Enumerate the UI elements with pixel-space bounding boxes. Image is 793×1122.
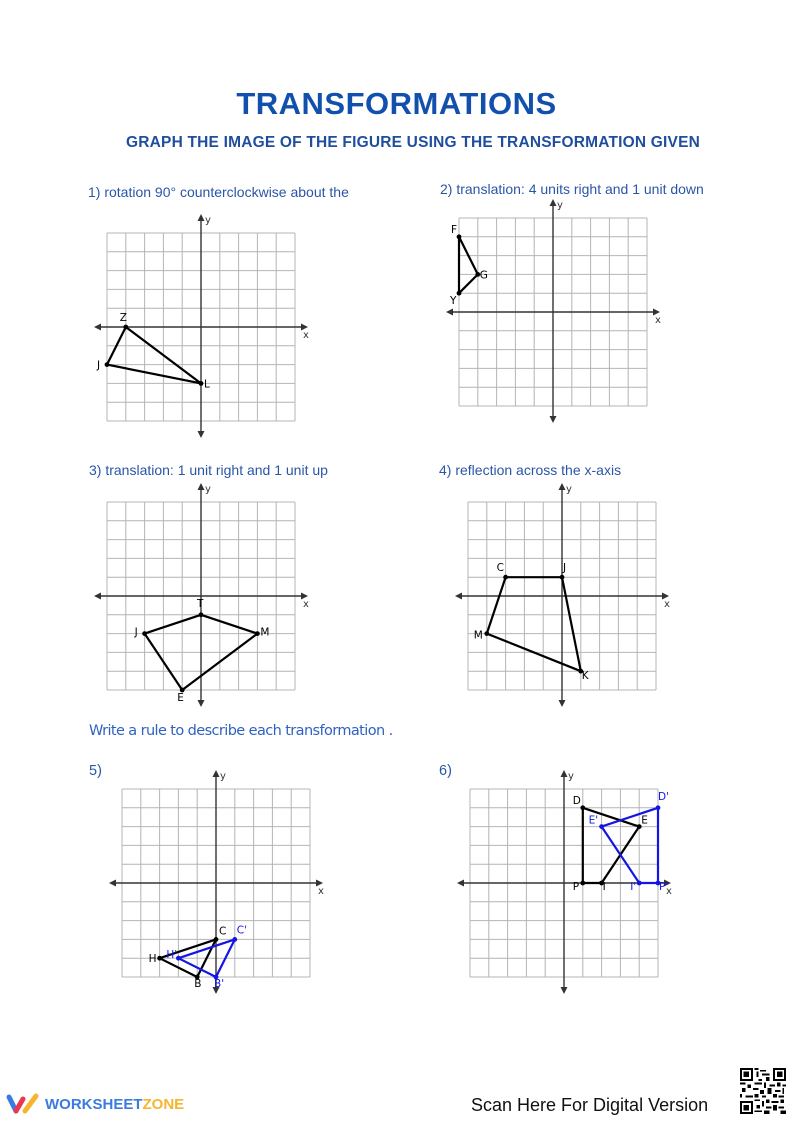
problem-3-prompt: 3) translation: 1 unit right and 1 unit up (89, 462, 328, 478)
x-axis-left-arrow-icon (94, 593, 101, 600)
vertex-point (484, 631, 489, 636)
x-axis-left-arrow-icon (94, 324, 101, 331)
worksheetzone-logo[interactable] (6, 1093, 184, 1115)
vertex-label: P' (659, 881, 669, 893)
vertex-point (599, 824, 604, 829)
coordinate-grid-1 (85, 211, 317, 443)
y-axis-down-arrow-icon (198, 431, 205, 438)
vertex-point (580, 805, 585, 810)
page-title: TRANSFORMATIONS (236, 86, 557, 121)
vertex-label: C' (236, 924, 248, 937)
vertex-label: J (134, 626, 138, 639)
vertex-point (457, 291, 462, 296)
vertex-point (199, 612, 204, 617)
vertex-label: F (451, 223, 458, 236)
vertex-label: K (581, 670, 589, 683)
page-subtitle: GRAPH THE IMAGE OF THE FIGURE USING THE TRANSFORMATION GIVEN (125, 134, 701, 151)
x-axis-label: x (666, 886, 672, 897)
vertex-label: H' (166, 949, 178, 962)
y-axis-label: y (568, 771, 574, 782)
problem-6-prompt: 6) (439, 763, 452, 779)
y-axis-label: y (220, 771, 226, 782)
vertex-label: B' (214, 978, 225, 990)
y-axis-label: y (205, 215, 211, 226)
vertex-label: E' (588, 814, 599, 827)
x-axis-label: x (664, 599, 670, 610)
problem-2-prompt: 2) translation: 4 units right and 1 unit down (440, 181, 704, 197)
original-figure (96, 312, 210, 390)
vertex-label: J (563, 562, 567, 575)
y-axis-up-arrow-icon (198, 214, 205, 221)
y-axis-label: y (205, 484, 211, 495)
y-axis-down-arrow-icon (550, 416, 557, 423)
x-axis-label: x (303, 330, 309, 341)
vertex-label: P (572, 881, 580, 893)
x-axis-left-arrow-icon (457, 880, 464, 887)
worksheetzone-logo-icon (6, 1093, 40, 1115)
vertex-label: Z (119, 312, 128, 324)
y-axis-up-arrow-icon (550, 199, 557, 206)
vertex-label: E (177, 692, 184, 704)
y-axis-label: y (566, 484, 572, 495)
x-axis-label: x (303, 599, 309, 610)
problem-1-prompt: 1) rotation 90° counterclockwise about the (88, 184, 349, 200)
vertex-label: H (148, 953, 157, 966)
logo-word-worksheet: WORKSHEET (45, 1095, 143, 1113)
x-axis-left-arrow-icon (446, 309, 453, 316)
problem-5-prompt: 5) (89, 763, 102, 779)
vertex-label: M (473, 629, 483, 642)
vertex-point (157, 956, 162, 961)
vertex-point (560, 575, 565, 580)
coordinate-grid-2 (437, 196, 669, 428)
scan-instruction: Scan Here For Digital Version (471, 1095, 709, 1115)
y-axis-down-arrow-icon (559, 700, 566, 707)
x-axis-left-arrow-icon (109, 880, 116, 887)
logo-word-zone: ZONE (142, 1095, 185, 1113)
vertex-label: I' (630, 881, 637, 893)
vertex-point (214, 937, 219, 942)
vertex-label: T (197, 597, 204, 610)
vertex-label: C (496, 562, 504, 575)
vertex-point (457, 234, 462, 239)
vertex-label: I (602, 881, 606, 893)
coordinate-grid-3 (85, 480, 317, 712)
vertex-label: M (260, 626, 270, 639)
vertex-label: E (641, 814, 648, 827)
vertex-label: B (194, 978, 202, 990)
y-axis-up-arrow-icon (561, 770, 568, 777)
x-axis-label: x (318, 886, 324, 897)
vertex-point (656, 805, 661, 810)
vertex-label: L (204, 378, 210, 391)
vertex-label: D' (658, 790, 669, 803)
vertex-point (637, 881, 642, 886)
vertex-point (580, 881, 585, 886)
original-figure (474, 562, 590, 682)
y-axis-down-arrow-icon (561, 987, 568, 994)
y-axis-label: y (557, 200, 563, 211)
y-axis-up-arrow-icon (559, 483, 566, 490)
x-axis-left-arrow-icon (455, 593, 462, 600)
coordinate-grid-5 (100, 767, 332, 999)
logo-wordmark (45, 1096, 184, 1113)
x-axis-label: x (655, 315, 661, 326)
coordinate-grid-4 (446, 480, 678, 712)
vertex-point (123, 325, 128, 330)
y-axis-down-arrow-icon (198, 700, 205, 707)
vertex-label: G (479, 269, 488, 282)
y-axis-up-arrow-icon (198, 483, 205, 490)
vertex-label: D (572, 794, 581, 807)
y-axis-up-arrow-icon (213, 770, 220, 777)
vertex-point (199, 381, 204, 386)
vertex-label: Y (450, 295, 457, 308)
problem-4-prompt: 4) reflection across the x-axis (439, 462, 622, 478)
vertex-point (255, 631, 260, 636)
coordinate-grid-6 (448, 767, 680, 999)
vertex-label: C (219, 925, 227, 938)
vertex-point (105, 362, 110, 367)
vertex-point (232, 937, 237, 942)
qr-code-icon[interactable] (740, 1068, 786, 1114)
vertex-point (142, 631, 147, 636)
vertex-point (503, 575, 508, 580)
section-2-heading: Write a rule to describe each transformation . (89, 723, 393, 739)
vertex-label: J (97, 359, 101, 372)
